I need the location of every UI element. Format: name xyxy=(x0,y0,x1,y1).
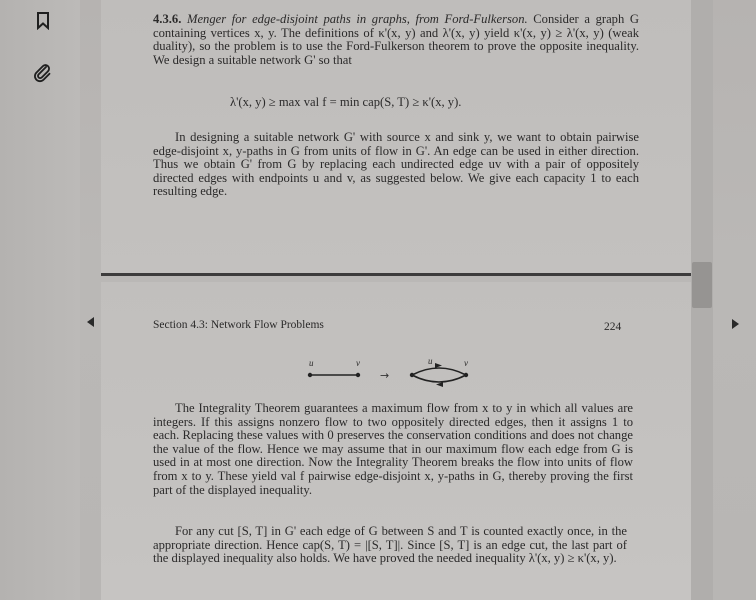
exercise-number: 4.3.6. xyxy=(153,12,182,26)
attachment-button[interactable] xyxy=(30,60,56,86)
exercise-paragraph xyxy=(153,13,639,67)
figure-label-v1: v xyxy=(356,358,360,368)
integrality-paragraph: The Integrality Theorem guarantees a maximum flow from x to y in which all values are integers. If this assigns nonzero flow to two oppositely directed edges, then it assigns 1 to each. Replacing these values with 0 preserves the conservation conditions and does not change the value of the flow. Hence we may assume that in our maximum flow each edge from G is used in at most one direction. Now the Integrality Theorem breaks the flow into units of flow from x to y. These yield val f pairwise edge-disjoint x, y-paths in G, thereby proving the first part of the displayed inequality. xyxy=(153,401,633,497)
figure-label-u1: u xyxy=(309,358,314,368)
page-number: 224 xyxy=(604,321,622,333)
chevron-left-icon[interactable] xyxy=(87,317,94,327)
edge-replacement-figure xyxy=(300,358,480,392)
vertex-v2 xyxy=(464,373,468,377)
design-paragraph: In designing a suitable network G' with source x and sink y, we want to obtain pairwise edge-disjoint x, y-paths in G from units of flow in G'. An edge can be used in either direction. Thus we obtain G' from G by replacing each undirected edge uv with a pair of oppositely directed edges with endpoints u and v, as suggested below. We give each capacity 1 to each resulting edge. xyxy=(153,130,639,199)
exercise-title: Menger for edge-disjoint paths in graphs, from Ford-Fulkerson. xyxy=(186,12,528,26)
figure-label-v2: v xyxy=(464,358,468,368)
vertex-u1 xyxy=(308,373,312,377)
exercise-body: Consider a graph G containing vertices x, y. The definitions of κ'(x, y) and λ'(x, y) yield κ'(x, y) ≥ λ'(x, y) (weak duality), so the problem is to use the Ford-Fulkerson theorem to prove the opposite inequality. We design a suitable network G' so that xyxy=(153,12,639,67)
scrollbar-thumb[interactable] xyxy=(692,262,712,308)
directed-edge-lower xyxy=(412,375,466,382)
bookmark-icon xyxy=(36,12,50,30)
page-divider xyxy=(101,273,691,276)
vertex-v1 xyxy=(356,373,360,377)
vertex-u2 xyxy=(410,373,414,377)
chevron-right-icon[interactable] xyxy=(732,319,739,329)
cut-paragraph: For any cut [S, T] in G' each edge of G between S and T is counted exactly once, in the appropriate direction. Hence cap(S, T) = |[S, T]|. Since [S, T] is an edge cut, the last part of the displayed inequality also holds. We have proved the needed inequality λ'(x, y) ≥ κ'(x, y). xyxy=(153,524,627,566)
figure-label-u2: u xyxy=(428,358,433,366)
replacement-arrow: → xyxy=(380,369,390,382)
section-header: Section 4.3: Network Flow Problems xyxy=(153,319,324,331)
left-toolbar xyxy=(0,0,80,600)
display-equation: λ'(x, y) ≥ max val f = min cap(S, T) ≥ κ'(x, y). xyxy=(230,95,462,109)
paperclip-icon xyxy=(33,63,53,83)
directed-edge-upper xyxy=(412,368,466,375)
bookmark-button[interactable] xyxy=(30,8,56,34)
